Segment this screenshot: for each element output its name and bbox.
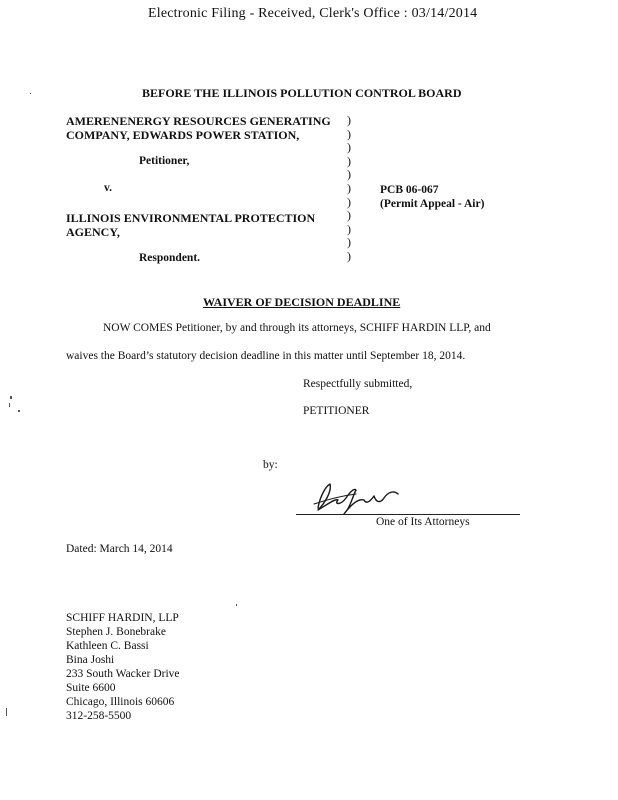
petitioner-name-line2: COMPANY, EDWARDS POWER STATION, bbox=[66, 128, 300, 142]
closing-text: Respectfully submitted, bbox=[303, 378, 413, 390]
address-line: Chicago, Illinois 60606 bbox=[66, 696, 175, 708]
paren-mark: ) bbox=[347, 113, 351, 127]
phone-number: 312-258-5500 bbox=[66, 710, 132, 722]
paren-mark: ) bbox=[347, 167, 351, 182]
body-paragraph-line2: waives the Board’s statutory decision deadline in this matter until September 18, 2014. bbox=[66, 350, 466, 362]
scan-speck bbox=[9, 403, 10, 407]
scan-speck bbox=[236, 604, 237, 606]
attorney-name: Kathleen C. Bassi bbox=[66, 640, 149, 652]
scan-speck bbox=[6, 708, 7, 716]
document-title: WAIVER OF DECISION DEADLINE bbox=[203, 295, 401, 309]
scan-speck bbox=[30, 93, 31, 94]
filing-stamp: Electronic Filing - Received, Clerk's Office : 03/14/2014 bbox=[148, 6, 478, 21]
paren-mark: ) bbox=[347, 221, 351, 236]
address-line: 233 South Wacker Drive bbox=[66, 668, 180, 680]
petitioner-name-line1: AMERENENERGY RESOURCES GENERATING bbox=[66, 114, 331, 128]
handwritten-signature bbox=[300, 478, 410, 518]
paren-mark: ) bbox=[347, 180, 351, 195]
petitioner-role: Petitioner, bbox=[139, 155, 190, 167]
by-label: by: bbox=[263, 459, 278, 471]
versus-label: v. bbox=[104, 182, 112, 194]
paren-mark: ) bbox=[347, 208, 351, 223]
paren-mark: ) bbox=[347, 126, 351, 141]
attorney-name: Stephen J. Bonebrake bbox=[66, 626, 166, 638]
respondent-name-line2: AGENCY, bbox=[66, 225, 120, 239]
paren-mark: ) bbox=[347, 140, 351, 155]
firm-name: SCHIFF HARDIN, LLP bbox=[66, 612, 179, 624]
case-number: PCB 06-067 bbox=[380, 184, 439, 196]
paren-mark: ) bbox=[347, 153, 351, 168]
signature-line bbox=[296, 514, 520, 515]
paren-mark: ) bbox=[347, 194, 351, 209]
address-line: Suite 6600 bbox=[66, 682, 116, 694]
respondent-name-line1: ILLINOIS ENVIRONMENTAL PROTECTION bbox=[66, 211, 316, 225]
case-type: (Permit Appeal - Air) bbox=[380, 198, 485, 210]
firm-block bbox=[66, 611, 180, 723]
paren-mark: ) bbox=[347, 248, 351, 263]
party-label: PETITIONER bbox=[303, 405, 370, 417]
signature-caption: One of Its Attorneys bbox=[376, 516, 470, 528]
scan-speck bbox=[18, 410, 20, 412]
paren-mark: ) bbox=[347, 235, 351, 250]
dated-line: Dated: March 14, 2014 bbox=[66, 543, 173, 555]
body-paragraph-line1: NOW COMES Petitioner, by and through its attorneys, SCHIFF HARDIN LLP, and bbox=[103, 322, 491, 334]
attorney-name: Bina Joshi bbox=[66, 654, 115, 666]
scan-speck bbox=[10, 396, 12, 399]
respondent-role: Respondent. bbox=[139, 252, 201, 264]
caption-parenthesis-column bbox=[347, 114, 351, 264]
board-title: BEFORE THE ILLINOIS POLLUTION CONTROL BOARD bbox=[142, 86, 462, 100]
